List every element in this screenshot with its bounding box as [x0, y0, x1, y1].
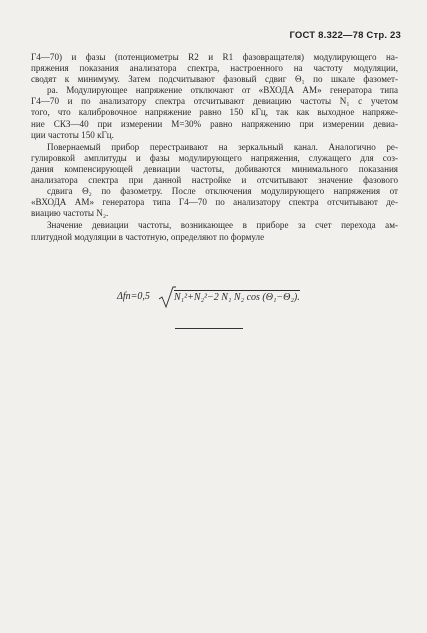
text-line: ра. Модулирующее напряжение отключают от «ВХОДА АМ» генератора типа: [47, 85, 398, 96]
formula-rhs: N₁²+N₂²−2 N₁ N₂ cos (Θ₁−Θ₂).: [174, 292, 300, 303]
text-line: ние СКЗ—40 при измерении M=30% равно напряжению при измерении девиа-: [31, 118, 398, 129]
text-line: сдвига Θ₂ по фазометру. После отключения модулирующего напряжения от: [47, 186, 398, 197]
text-line: анализатора спектра при данной настройке и отсчитывают значение фазового: [31, 175, 398, 186]
text-line: плитудной модуляции в частотную, определяют по формуле: [31, 231, 265, 242]
text-line: сводят к минимуму. Затем подсчитывают фазовый сдвиг Θ₁ по шкале фазомет-: [31, 74, 398, 85]
text-line: виацию частоты N₂.: [31, 208, 109, 219]
text-line: «ВХОДА АМ» генератора типа Г4—70 по анализатору спектра отсчитывают де-: [31, 197, 398, 208]
text-line: Повернаемый прибор перестраивают на зеркальный канал. Аналогично ре-: [47, 141, 398, 152]
text-line: Значение девиации частоты, возникающее в приборе за счет перехода ам-: [47, 220, 398, 231]
section-end-rule: [175, 328, 243, 329]
text-line: пряжения показания анализатора спектра, настроенного на частоту модуляции,: [31, 63, 398, 74]
body-text: [31, 52, 398, 243]
text-line: того, что калибровочное напряжение равно 150 кГц, так как выходное напряже-: [31, 107, 398, 118]
running-header: ГОСТ 8.322—78 Стр. 23: [289, 30, 401, 41]
text-line: ции частоты 150 кГц.: [31, 129, 114, 140]
paragraph-1: [31, 52, 398, 141]
formula: [117, 285, 377, 309]
formula-lhs: Δfп=0,5: [117, 291, 150, 302]
text-line: гулировкой амплитуды и фазы модулирующего напряжения, служащего для соз-: [31, 152, 398, 163]
text-line: Г4—70 и по анализатору спектра отсчитывают девиацию частоты N₁ с учетом: [31, 96, 398, 107]
paragraph-2: [31, 142, 398, 220]
text-line: Г4—70) и фазы (потенциометры R2 и R1 фазовращателя) модулирующего на-: [31, 52, 398, 62]
text-line: дания компенсирующей девиации частоты, добиваются минимального показания: [31, 163, 398, 174]
paragraph-3: [31, 220, 398, 242]
